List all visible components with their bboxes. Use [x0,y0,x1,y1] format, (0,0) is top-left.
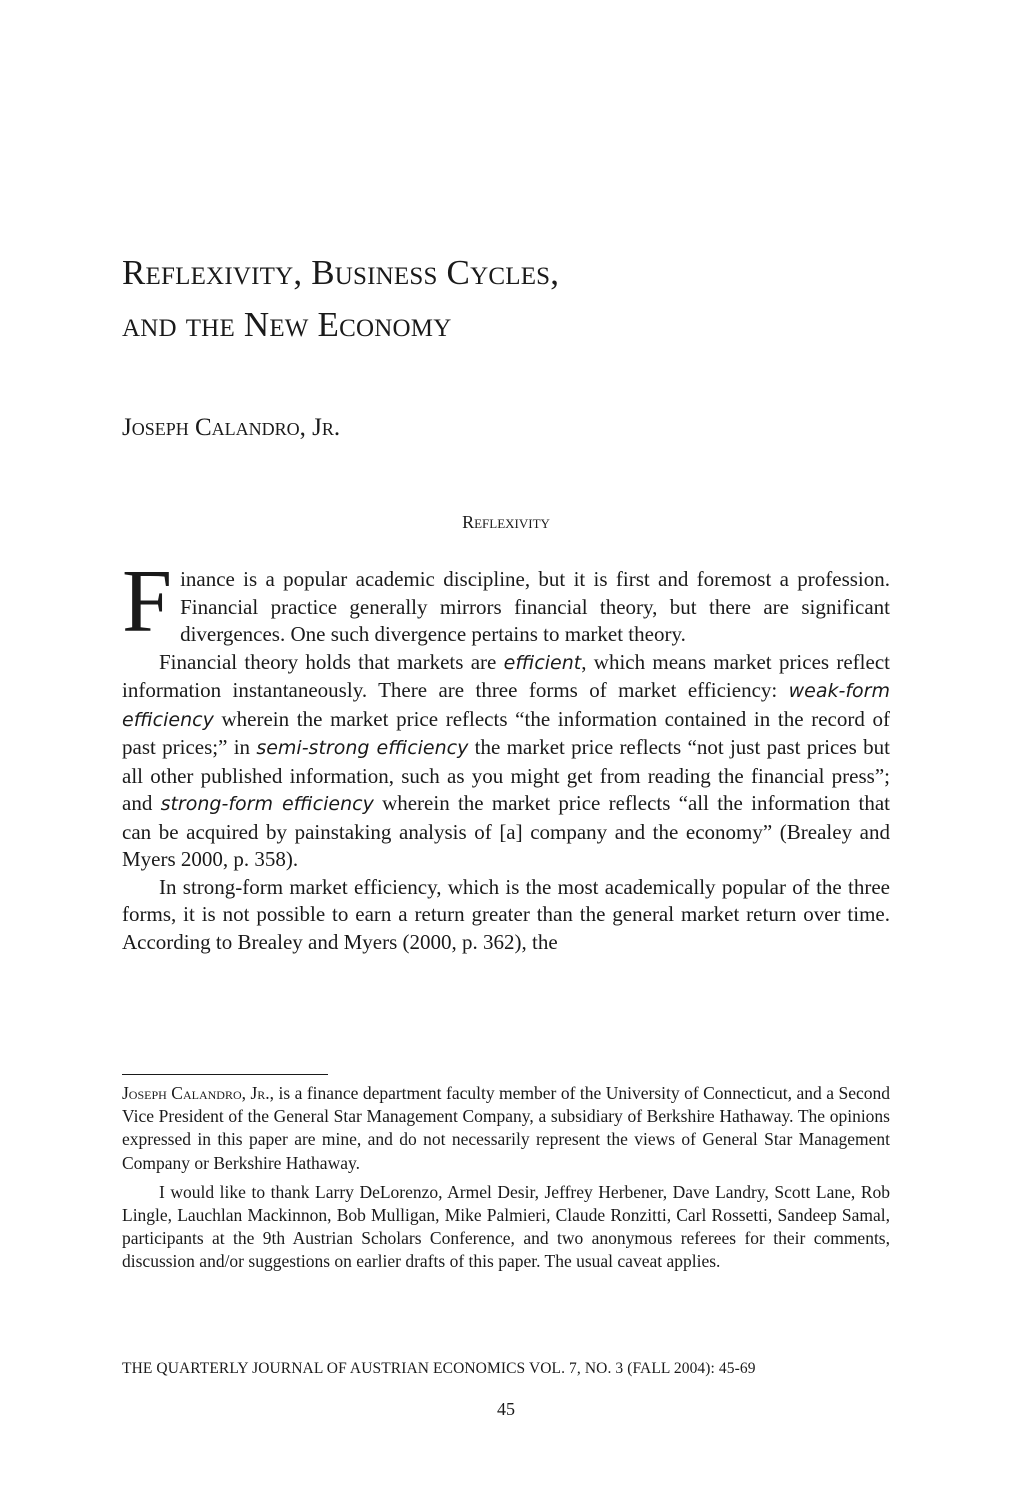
p2-emphasis-weak-form: weak-form efficiency [122,680,890,731]
footnotes [122,1082,890,1274]
page-number: 45 [497,1399,515,1419]
p2-emphasis-strong-form: strong-form efficiency [160,793,374,815]
footnote-author-bio [122,1082,890,1175]
p2-text-4: the market price reflects “not just past prices but all other published information, such as you might get from reading the financial press”; and [122,735,890,815]
journal-citation: THE QUARTERLY JOURNAL OF AUSTRIAN ECONOMICS VOL. 7, NO. 3 (FALL 2004): 45-69 [122,1360,756,1377]
p2-emphasis-semi-strong: semi-strong efficiency [256,737,469,759]
p2-text-2: , which means market prices reflect information instantaneously. There are three forms of market efficiency: [122,649,890,702]
footnote-divider [122,1074,328,1075]
section-heading: Reflexivity [462,512,550,532]
author-name: Joseph Calandro, Jr. [122,414,341,441]
paragraph-1 [122,552,890,651]
title-line-2: and the New Economy [122,305,452,344]
footnote-author-text: , is a finance department faculty member of the University of Connecticut, and a Second Vice President of the General Star Management Company, a subsidiary of Berkshire Hathaway. The opinions expressed in this paper are mine, and do not necessarily represent the views of General Star Management Company or Berkshire Hathaway. [122,1083,890,1173]
article-title [122,247,902,351]
footnote-author-name: Joseph Calandro, Jr. [122,1083,270,1103]
body-text [122,552,890,956]
p2-emphasis-efficient: efficient [503,651,582,674]
p2-text-3: wherein the market price reflects “the information contained in the record of past prices;” in [122,706,890,759]
footnote-acknowledgements: I would like to thank Larry DeLorenzo, Armel Desir, Jeffrey Herbener, Dave Landry, Scott Lane, Rob Lingle, Lauchlan Mackinnon, Bob Mulligan, Mike Palmieri, Claude Ronzitti, Carl Rossetti, Sandeep Samal, participants at the 9th Austrian Scholars Conference, and two anonymous referees for their comments, discussion and/or suggestions on earlier drafts of this paper. The usual caveat applies. [122,1181,890,1272]
paragraph-2 [122,649,890,874]
paragraph-1-text: inance is a popular academic discipline, but it is first and foremost a profession. Financial practice generally mirrors financial theory, but there are significant divergences. One such divergence pertains to market theory. [180,567,890,646]
p2-text-5: wherein the market price reflects “all the information that can be acquired by painstaking analysis of [a] company and the economy” (Brealey and Myers 2000, p. 358). [122,791,890,871]
p2-text-1: Financial theory holds that markets are [159,649,504,674]
paragraph-3: In strong-form market efficiency, which is the most academically popular of the three forms, it is not possible to earn a return greater than the general market return over time. According to Brealey and Myers (2000, p. 362), the [122,874,890,954]
title-line-1: Reflexivity, Business Cycles, [122,253,560,292]
drop-cap: F [122,552,173,651]
